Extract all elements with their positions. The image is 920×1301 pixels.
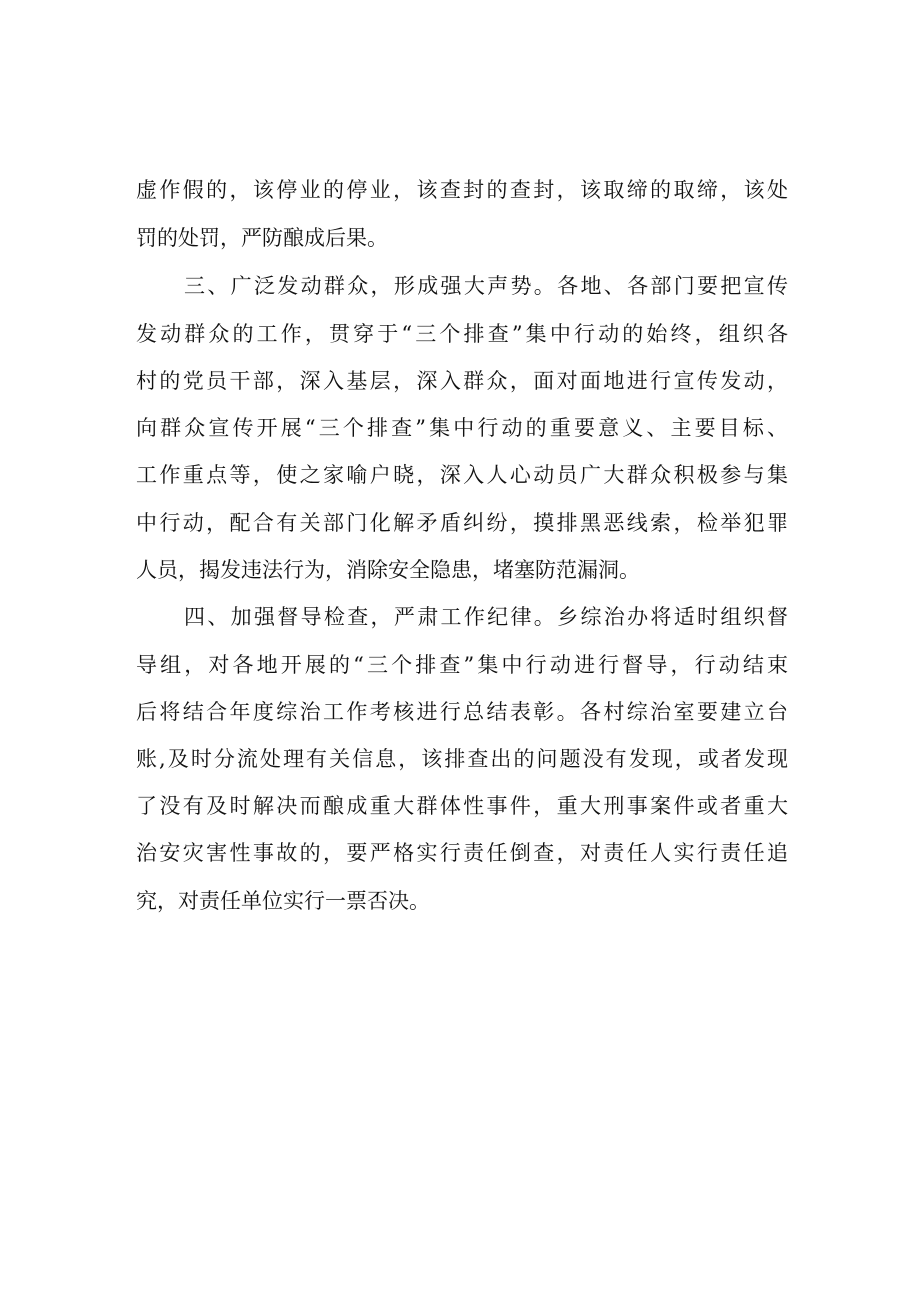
text-line: 发动群众的工作，贯穿于“三个排查”集中行动的始终，组织各 [136,322,788,346]
paragraph-heading-line: 三、广泛发动群众，形成强大声势。各地、各部门要把宣传 [184,274,788,298]
text-line: 工作重点等，使之家喻户晓，深入人心动员广大群众积极参与集 [136,463,788,487]
text-line: 后将结合年度综治工作考核进行总结表彰。各村综治室要建立台 [136,700,788,724]
text-line: 究，对责任单位实行一票否决。 [136,889,430,913]
text-line: 治安灾害性事故的，要严格实行责任倒查，对责任人实行责任追 [136,841,788,865]
text-line: 导组，对各地开展的“三个排查”集中行动进行督导，行动结束 [136,653,788,677]
text-line: 账,及时分流处理有关信息，该排查出的问题没有发现，或者发现 [136,747,788,771]
paragraph-heading-line: 四、加强督导检查，严肃工作纪律。乡综治办将适时组织督 [184,605,788,629]
text-line: 罚的处罚，严防酿成后果。 [136,226,388,250]
text-line: 了没有及时解决而酿成重大群体性事件，重大刑事案件或者重大 [136,794,788,818]
text-line: 人员，揭发违法行为，消除安全隐患，堵塞防范漏洞。 [136,558,640,582]
text-line: 虚作假的，该停业的停业，该查封的查封，该取缔的取缔，该处 [136,178,788,202]
text-line: 中行动，配合有关部门化解矛盾纠纷，摸排黑恶线索，检举犯罪 [136,511,788,535]
text-line: 向群众宣传开展“三个排查”集中行动的重要意义、主要目标、 [136,416,788,440]
text-line: 村的党员干部，深入基层，深入群众，面对面地进行宣传发动， [136,369,788,393]
